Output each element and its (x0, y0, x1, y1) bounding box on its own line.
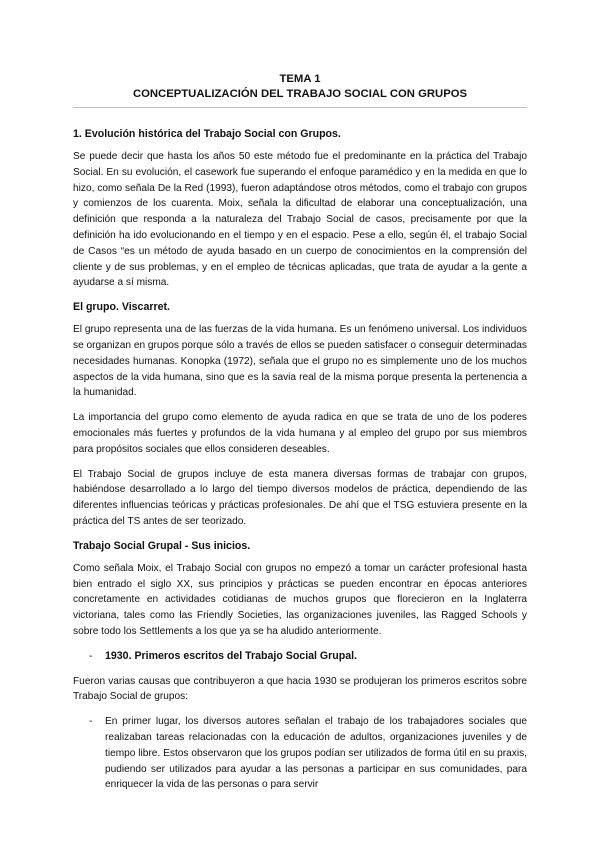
dash-marker: - (89, 716, 93, 728)
paragraph-causas-intro: Fueron varias causas que contribuyeron a que hacia 1930 se produjeran los primeros escritos sobre Trabajo Social de grupos: (73, 675, 527, 703)
paragraph-grupo-1: El grupo representa una de las fuerzas de la vida humana. Es un fenómeno universal. Los individuos se organizan en grupos porque sólo a través de ellos se pueden satisfacer o conseguir determinadas necesidades humanas. Konopka (1972), señala que el grupo no es simplemente uno de los muchos aspectos de la vida humana, sino que es la savia real de la misma porque presenta la pertenencia a la humanidad. (73, 324, 527, 399)
page-title: CONCEPTUALIZACIÓN DEL TRABAJO SOCIAL CON GRUPOS (132, 88, 468, 100)
subheading-1930-text: 1930. Primeros escritos del Trabajo Social Grupal. (105, 649, 358, 662)
section-heading-inicios: Trabajo Social Grupal - Sus inicios. (73, 539, 251, 552)
document-header (73, 72, 527, 102)
paragraph-evolucion: Se puede decir que hasta los años 50 este método fue el predominante en la práctica del Trabajo Social. En su evolución, el casework fue superando el enfoque paramédico y en la medida en que lo hizo, como señala De la Red (1993), fueron adaptándose otros métodos, como el trabajo con grupos y comienzos de los cuarenta. Moix, señala la dificultad de elaborar una conceptualización, una definición que responda a la naturaleza del Trabajo Social de casos, precisamente por que la definición ha ido evolucionando en el tiempo y en el espacio. Pese a ello, según él, el trabajo Social de Casos “es un método de ayuda basado en un cuerpo de conocimientos en la comprensión del cliente y de sus problemas, y en el empleo de técnicas aplicadas, que trata de ayudar a la gente a ayudarse a sí misma. (73, 151, 527, 289)
paragraph-grupo-3: El Trabajo Social de grupos incluye de esta manera diversas formas de trabajar con grupos, habiéndose desarrollado a lo largo del tiempo diversos modelos de práctica, dependiendo de las diferentes influencias teóricas y prácticas profesionales. De ahí que el TSG estuviera presente en la práctica del TS antes de ser teorizado. (73, 468, 527, 527)
section-heading-evolucion: 1. Evolución histórica del Trabajo Social con Grupos. (73, 128, 341, 140)
tema-label: TEMA 1 (279, 73, 321, 85)
paragraph-inicios: Como señala Moix, el Trabajo Social con grupos no empezó a tomar un carácter profesional hasta bien entrado el siglo XX, sus principios y prácticas se pueden encontrar en épocas anteriores concretamente en actividades cotidianas de muchos grupos que florecieron en la Inglaterra victoriana, tales como las Friendly Societies, las organizaciones juveniles, las Ragged Schools y sobre todo los Settlements a los que ya se ha aludido anteriormente. (73, 562, 527, 637)
list-item-text: En primer lugar, los diversos autores señalan el trabajo de los trabajadores sociales que realizaban tareas relacionadas con la educación de adultos, organizaciones juveniles y de tiempo libre. Estos observaron que los grupos podían ser utilizados de forma útil en su praxis, pudiendo ser utilizados para ayudar a las personas a participar en sus comunidades, para enriquecer la vida de las personas o para servir (105, 716, 527, 791)
paragraph-grupo-2: La importancia del grupo como elemento de ayuda radica en que se trata de uno de los poderes emocionales más fuertes y profundos de la vida humana y al empleo del grupo por sus miembros para propósitos sociales que ellos consideren deseables. (73, 412, 527, 455)
header-divider (73, 107, 527, 108)
subheading-1930 (73, 649, 527, 665)
section-heading-grupo: El grupo. Viscarret. (73, 301, 170, 314)
dash-marker: - (89, 650, 93, 662)
list-item (73, 714, 527, 793)
